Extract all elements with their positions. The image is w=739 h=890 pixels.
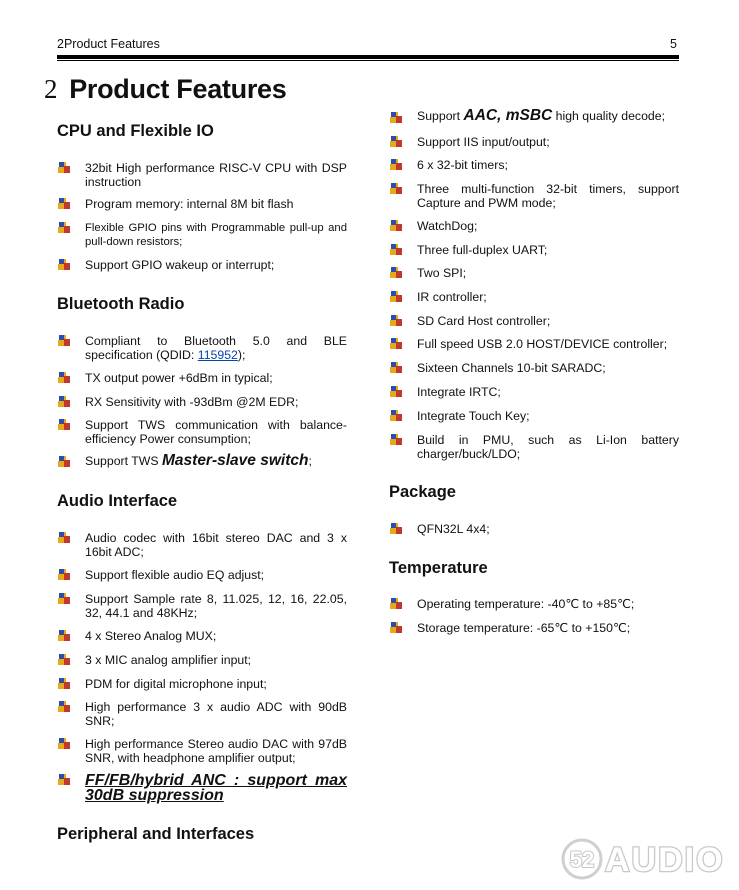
list-item: Flexible GPIO pins with Programmable pull-up and pull-down resistors; xyxy=(85,222,347,248)
bullet-icon xyxy=(390,136,402,148)
list-item: 3 x MIC analog amplifier input; xyxy=(85,653,252,667)
bullet-icon xyxy=(390,523,402,535)
bullet-icon xyxy=(58,372,70,384)
list-item: SD Card Host controller; xyxy=(417,314,551,328)
list-item: 6 x 32-bit timers; xyxy=(417,158,508,172)
bullet-icon xyxy=(390,386,402,398)
heading-package: Package xyxy=(389,483,456,501)
qdid-link[interactable]: 115952 xyxy=(197,347,238,362)
bullet-icon xyxy=(58,774,70,786)
item-text: Support xyxy=(417,109,464,123)
list-item: Build in PMU, such as Li-Ion battery charger/buck/LDO; xyxy=(417,433,679,461)
chapter-title: Product Features xyxy=(69,74,287,104)
codec-emphasis: AAC, mSBC xyxy=(463,107,553,124)
bullet-icon xyxy=(58,222,70,234)
chapter-number: 2 xyxy=(44,74,58,104)
list-item: Support TWS communication with balance-efficiency Power consumption; xyxy=(85,418,347,446)
list-item: Full speed USB 2.0 HOST/DEVICE controller; xyxy=(417,337,668,351)
list-item: Integrate Touch Key; xyxy=(417,409,530,423)
bullet-icon xyxy=(58,701,70,713)
list-item: Operating temperature: -40℃ to +85℃; xyxy=(417,597,635,611)
bullet-icon xyxy=(58,532,70,544)
list-item xyxy=(85,454,347,469)
bullet-icon xyxy=(390,434,402,446)
watermark-number: 52 xyxy=(569,847,595,872)
list-item: Two SPI; xyxy=(417,266,467,280)
bullet-icon xyxy=(58,569,70,581)
tws-emphasis: Master-slave switch xyxy=(162,452,309,469)
bullet-icon xyxy=(390,338,402,350)
item-text: high quality decode; xyxy=(552,109,666,123)
bullet-icon xyxy=(58,396,70,408)
bullet-icon xyxy=(390,267,402,279)
list-item: PDM for digital microphone input; xyxy=(85,677,267,691)
list-item xyxy=(85,335,347,362)
header-rule xyxy=(57,55,679,59)
bullet-icon xyxy=(390,315,402,327)
list-item: IR controller; xyxy=(417,290,487,304)
anc-item: FF/FB/hybrid ANC : support max 30dB suppression xyxy=(85,772,347,804)
list-item: 32bit High performance RISC-V CPU with DSP instruction xyxy=(85,161,347,189)
bullet-icon xyxy=(390,598,402,610)
list-item: Audio codec with 16bit stereo DAC and 3 x 16bit ADC; xyxy=(85,531,347,559)
bullet-icon xyxy=(58,162,70,174)
bullet-icon xyxy=(58,678,70,690)
list-item: Storage temperature: -65℃ to +150℃; xyxy=(417,621,631,635)
list-item: QFN32L 4x4; xyxy=(417,522,490,536)
header-chapter: 2Product Features xyxy=(57,37,160,51)
list-item: High performance Stereo audio DAC with 97dB SNR, with headphone amplifier output; xyxy=(85,737,347,765)
heading-temperature: Temperature xyxy=(389,559,488,577)
list-item: Program memory: internal 8M bit flash xyxy=(85,197,294,211)
bullet-icon xyxy=(390,622,402,634)
list-item: Integrate IRTC; xyxy=(417,385,501,399)
list-item: RX Sensitivity with -93dBm @2M EDR; xyxy=(85,395,299,409)
item-text: ; xyxy=(308,454,312,468)
bullet-icon xyxy=(58,198,70,210)
bullet-icon xyxy=(390,112,402,124)
list-item xyxy=(417,109,679,124)
heading-audio: Audio Interface xyxy=(57,492,178,510)
bullet-icon xyxy=(390,220,402,232)
list-item: Support IIS input/output; xyxy=(417,135,550,149)
header-rule-thin xyxy=(57,60,679,61)
list-item: Support Sample rate 8, 11.025, 12, 16, 22.05, 32, 44.1 and 48KHz; xyxy=(85,592,347,620)
watermark-logo xyxy=(560,834,730,884)
bullet-icon xyxy=(390,183,402,195)
bullet-icon xyxy=(58,419,70,431)
bullet-icon xyxy=(58,456,70,468)
page-number: 5 xyxy=(670,37,677,51)
list-item: Support flexible audio EQ adjust; xyxy=(85,568,265,582)
bullet-icon xyxy=(58,630,70,642)
watermark-text: AUDIO xyxy=(605,841,725,879)
bullet-icon xyxy=(58,335,70,347)
bullet-icon xyxy=(58,738,70,750)
bullet-icon xyxy=(390,244,402,256)
list-item: 4 x Stereo Analog MUX; xyxy=(85,629,217,643)
heading-cpu: CPU and Flexible IO xyxy=(57,122,214,140)
item-text: ); xyxy=(237,347,246,362)
heading-peripheral: Peripheral and Interfaces xyxy=(57,825,255,843)
bullet-icon xyxy=(58,654,70,666)
list-item: Support GPIO wakeup or interrupt; xyxy=(85,258,275,272)
list-item: Sixteen Channels 10-bit SARADC; xyxy=(417,361,606,375)
page-title xyxy=(44,74,286,105)
list-item: Three multi-function 32-bit timers, support Capture and PWM mode; xyxy=(417,182,679,210)
bullet-icon xyxy=(58,593,70,605)
list-item: Three full-duplex UART; xyxy=(417,243,548,257)
item-text: Compliant to Bluetooth 5.0 and BLE specification (QDID: xyxy=(85,334,347,362)
list-item: WatchDog; xyxy=(417,219,478,233)
heading-bluetooth: Bluetooth Radio xyxy=(57,295,185,313)
bullet-icon xyxy=(390,362,402,374)
bullet-icon xyxy=(390,410,402,422)
bullet-icon xyxy=(390,159,402,171)
list-item: TX output power +6dBm in typical; xyxy=(85,371,273,385)
bullet-icon xyxy=(58,259,70,271)
list-item: High performance 3 x audio ADC with 90dB SNR; xyxy=(85,700,347,728)
bullet-icon xyxy=(390,291,402,303)
item-text: Support TWS xyxy=(85,454,162,468)
